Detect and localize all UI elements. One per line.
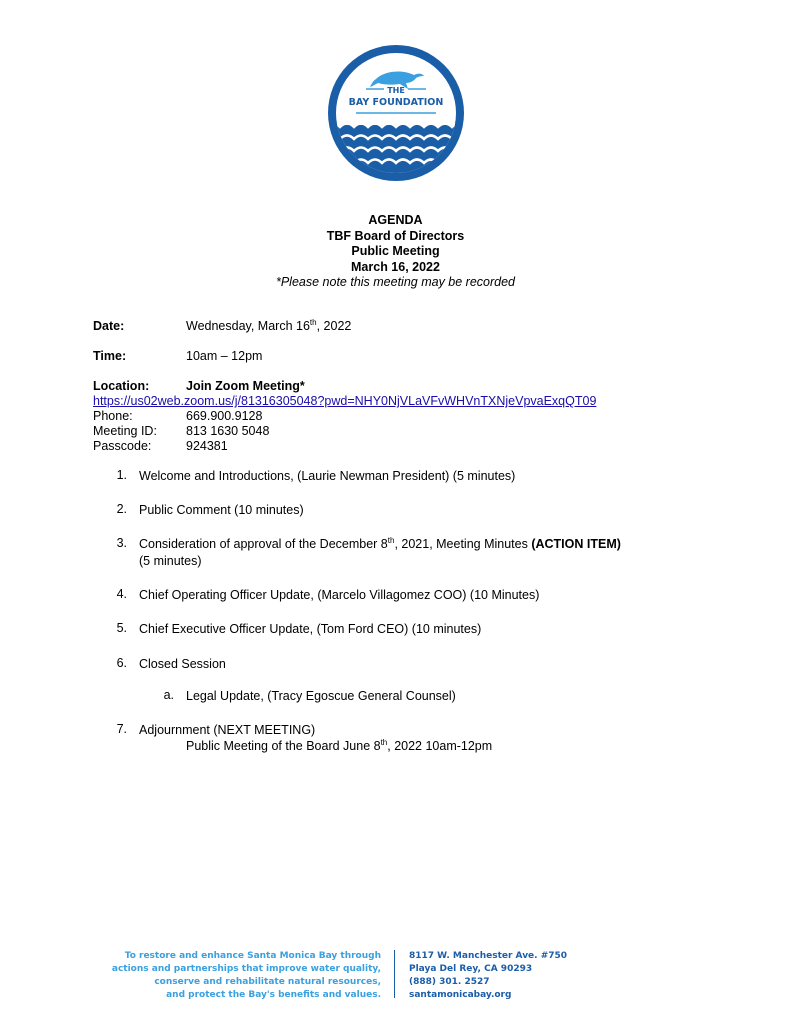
meeting-id-label: Meeting ID:	[93, 424, 157, 438]
footer-address	[409, 950, 567, 1002]
address-street: 8117 W. Manchester Ave. #750	[409, 951, 568, 961]
item-2-number: 2.	[116, 502, 127, 516]
item-6a-text: Legal Update, (Tracy Egoscue General Counsel)	[186, 689, 456, 703]
address-city: Playa Del Rey, CA 90293	[409, 964, 533, 974]
item-7-text: Adjournment (NEXT MEETING)	[139, 723, 316, 737]
date-label: Date:	[93, 319, 125, 333]
mission-line: To restore and enhance Santa Monica Bay through	[124, 951, 381, 961]
meeting-id-value: 813 1630 5048	[186, 424, 270, 438]
address-website[interactable]: santamonicabay.org	[409, 990, 512, 1000]
item-4-text: Chief Operating Officer Update, (Marcelo Villagomez COO) (10 Minutes)	[139, 588, 540, 602]
recording-note: *Please note this meeting may be recorded	[275, 275, 516, 289]
item-3-duration: (5 minutes)	[139, 554, 202, 568]
footer-divider	[394, 950, 395, 998]
agenda-header	[0, 213, 791, 291]
time-value: 10am – 12pm	[186, 349, 263, 363]
location-value: Join Zoom Meeting*	[186, 379, 305, 393]
item-6-number: 6.	[116, 656, 127, 670]
mission-line: actions and partnerships that improve water quality,	[111, 964, 381, 974]
logo-bay-foundation: BAY FOUNDATION	[348, 97, 444, 108]
item-1-text: Welcome and Introductions, (Laurie Newman President) (5 minutes)	[139, 469, 516, 483]
next-meeting-detail: Public Meeting of the Board June 8th, 2022 10am-12pm	[186, 737, 493, 753]
agenda-title: AGENDA	[368, 213, 423, 227]
item-2-text: Public Comment (10 minutes)	[139, 503, 304, 517]
item-3-text: Consideration of approval of the December 8th, 2021, Meeting Minutes (ACTION ITEM)	[139, 535, 621, 551]
mission-line: conserve and rehabilitate natural resources,	[154, 977, 381, 987]
time-label: Time:	[93, 349, 127, 363]
address-phone: (888) 301. 2527	[409, 977, 490, 987]
item-3-number: 3.	[116, 536, 127, 550]
phone-value: 669.900.9128	[186, 409, 263, 423]
meeting-type: Public Meeting	[351, 244, 440, 258]
logo-the: THE	[387, 86, 405, 95]
item-5-text: Chief Executive Officer Update, (Tom Ford CEO) (10 minutes)	[139, 622, 482, 636]
meeting-date: March 16, 2022	[351, 259, 440, 274]
passcode-value: 924381	[186, 439, 228, 453]
org-name: TBF Board of Directors	[326, 228, 465, 243]
bay-foundation-logo	[326, 43, 466, 183]
zoom-link[interactable]: https://us02web.zoom.us/j/81316305048?pwd=NHY0NjVLaVFvWHVnTXNjeVpvaExqQT09	[93, 394, 597, 408]
item-7-number: 7.	[116, 722, 127, 736]
item-6a-letter: a.	[163, 688, 174, 702]
item-5-number: 5.	[116, 621, 127, 635]
date-value: Wednesday, March 16th, 2022	[186, 317, 352, 333]
mission-line: and protect the Bay's benefits and values.	[166, 990, 381, 1000]
item-6-text: Closed Session	[139, 657, 226, 671]
phone-label: Phone:	[93, 409, 133, 423]
item-4-number: 4.	[116, 587, 127, 601]
passcode-label: Passcode:	[93, 439, 152, 453]
footer-mission	[90, 950, 381, 1002]
item-1-number: 1.	[116, 468, 127, 482]
location-label: Location:	[93, 379, 150, 393]
